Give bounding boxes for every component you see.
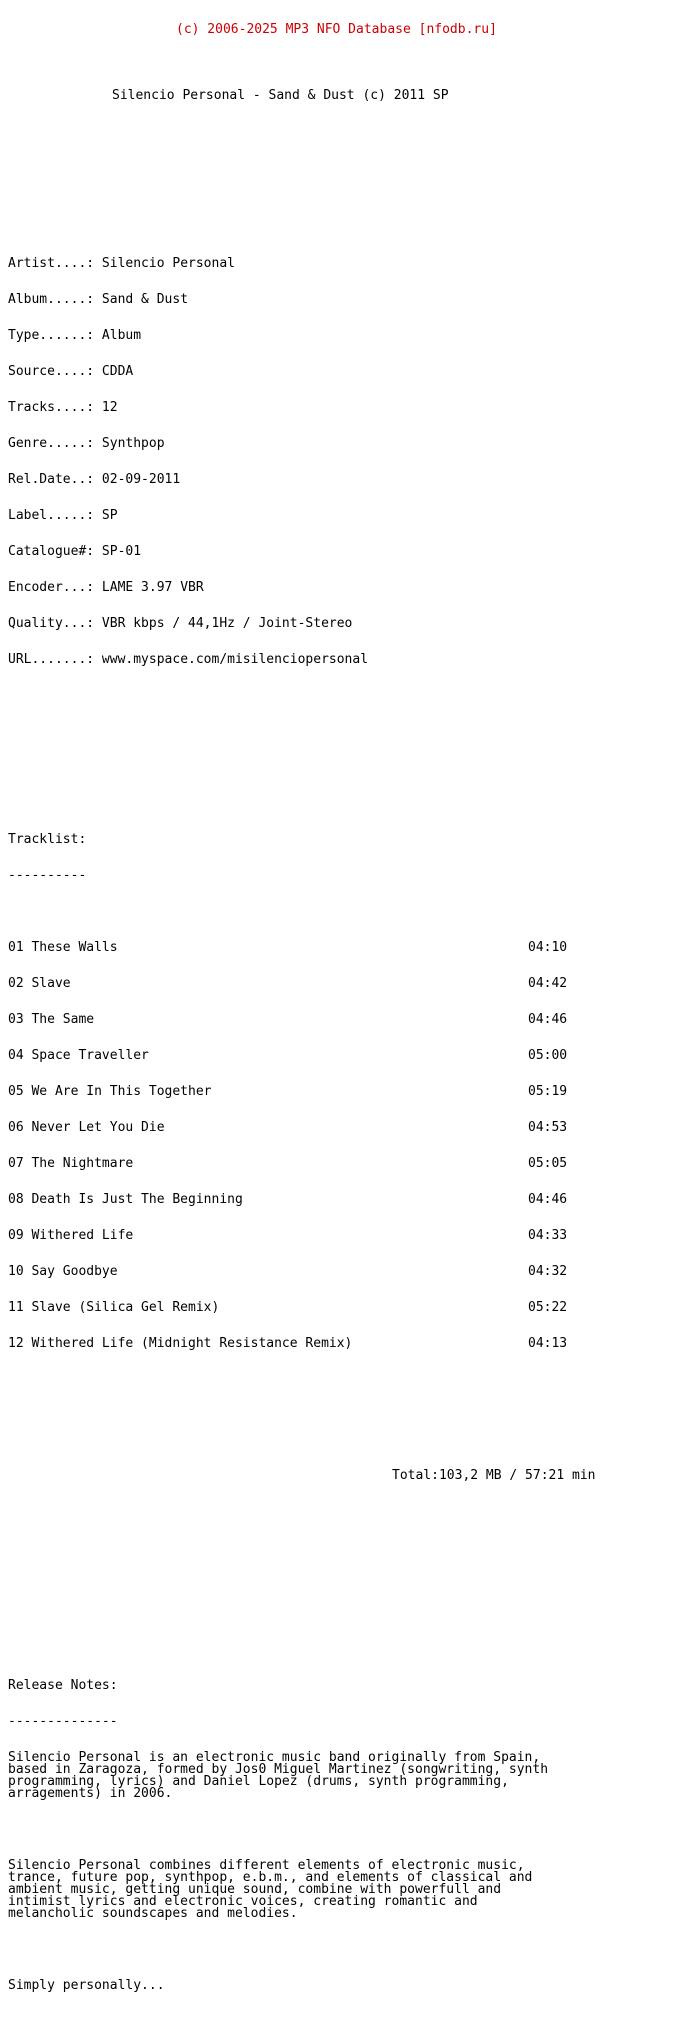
info-value: 12 xyxy=(101,400,118,415)
info-row-type: Type......: Album xyxy=(8,328,142,343)
track-row xyxy=(8,1266,672,1278)
track-time: 05:19 xyxy=(528,1084,568,1099)
track-row xyxy=(8,942,672,954)
info-value: www.myspace.com/misilenciopersonal xyxy=(101,652,369,667)
nfo-document xyxy=(8,0,672,2028)
track-row xyxy=(8,1158,672,1170)
track-time: 05:22 xyxy=(528,1300,568,1315)
track-title: 05 We Are In This Together xyxy=(8,1084,212,1099)
track-time: 04:33 xyxy=(528,1228,568,1243)
release-notes-paragraph: Simply personally... xyxy=(8,1978,165,1993)
info-value: SP-01 xyxy=(101,544,142,559)
release-notes-section xyxy=(8,1656,672,2016)
track-title: 06 Never Let You Die xyxy=(8,1120,165,1135)
track-row xyxy=(8,1230,672,1242)
info-row-artist: Artist....: Silencio Personal xyxy=(8,256,235,271)
info-value: SP xyxy=(101,508,118,523)
tracklist-heading: Tracklist: xyxy=(8,832,87,847)
track-row xyxy=(8,1338,672,1350)
track-row xyxy=(8,978,672,990)
track-time: 04:46 xyxy=(528,1012,568,1027)
release-notes-underline: -------------- xyxy=(8,1714,118,1729)
track-row xyxy=(8,1050,672,1062)
tracklist-total xyxy=(8,1470,672,1482)
track-row xyxy=(8,1122,672,1134)
track-time: 05:05 xyxy=(528,1156,568,1171)
release-notes-paragraph: Silencio Personal combines different elements of electronic music, trance, future pop, synthpop, e.b.m., and elements of classical and ambient music, getting unique sound, combine with powerfull and intimist lyrics and electronic voices, creating romantic and melancholic soundscapes and melodies. xyxy=(8,1858,533,1921)
track-title: 07 The Nightmare xyxy=(8,1156,134,1171)
copyright-line: (c) 2006-2025 MP3 NFO Database [nfodb.ru] xyxy=(176,22,497,37)
release-title: Silencio Personal - Sand & Dust (c) 2011 SP xyxy=(112,88,449,103)
track-title: 09 Withered Life xyxy=(8,1228,134,1243)
info-value: VBR kbps / 44,1Hz / Joint-Stereo xyxy=(101,616,353,631)
info-value: Synthpop xyxy=(101,436,165,451)
track-list xyxy=(8,918,672,1374)
track-title: 08 Death Is Just The Beginning xyxy=(8,1192,243,1207)
tracklist-section xyxy=(8,810,672,1506)
info-row-quality: Quality...: VBR kbps / 44,1Hz / Joint-Stereo xyxy=(8,616,353,631)
info-value: 02-09-2011 xyxy=(101,472,181,487)
track-title: 11 Slave (Silica Gel Remix) xyxy=(8,1300,220,1315)
track-row xyxy=(8,1014,672,1026)
info-row-encoder: Encoder...: LAME 3.97 VBR xyxy=(8,580,204,595)
track-title: 10 Say Goodbye xyxy=(8,1264,118,1279)
info-row-tracks: Tracks....: 12 xyxy=(8,400,118,415)
info-row-source: Source....: CDDA xyxy=(8,364,134,379)
track-title: 03 The Same xyxy=(8,1012,95,1027)
track-title: 01 These Walls xyxy=(8,940,118,955)
release-notes-paragraph: Silencio Personal is an electronic music band originally from Spain, based in Zaragoza, formed by Jos0 Miguel Martinez (songwriting, synth programming, lyrics) and Daniel Lopez (drums, synth programming, arragements) in 2006. xyxy=(8,1750,549,1801)
info-value: LAME 3.97 VBR xyxy=(101,580,204,595)
track-title: 02 Slave xyxy=(8,976,71,991)
track-row xyxy=(8,1086,672,1098)
track-title: 04 Space Traveller xyxy=(8,1048,149,1063)
track-time: 04:32 xyxy=(528,1264,568,1279)
track-row xyxy=(8,1194,672,1206)
track-time: 04:42 xyxy=(528,976,568,991)
track-row xyxy=(8,1302,672,1314)
info-value: Sand & Dust xyxy=(101,292,189,307)
info-row-album: Album.....: Sand & Dust xyxy=(8,292,189,307)
track-time: 04:53 xyxy=(528,1120,568,1135)
track-time: 05:00 xyxy=(528,1048,568,1063)
total-size-duration: Total:103,2 MB / 57:21 min xyxy=(392,1468,596,1483)
release-notes-heading: Release Notes: xyxy=(8,1678,118,1693)
track-time: 04:13 xyxy=(528,1336,568,1351)
info-row-catalogue: Catalogue#: SP-01 xyxy=(8,544,142,559)
track-time: 04:10 xyxy=(528,940,568,955)
info-block xyxy=(8,234,672,690)
track-title: 12 Withered Life (Midnight Resistance Remix) xyxy=(8,1336,353,1351)
info-value: Silencio Personal xyxy=(101,256,235,271)
track-time: 04:46 xyxy=(528,1192,568,1207)
info-row-genre: Genre.....: Synthpop xyxy=(8,436,165,451)
tracklist-underline: ---------- xyxy=(8,868,87,883)
info-row-url: URL.......: www.myspace.com/misilenciopersonal xyxy=(8,652,369,667)
info-row-rel-date: Rel.Date..: 02-09-2011 xyxy=(8,472,181,487)
info-value: CDDA xyxy=(101,364,134,379)
info-row-label: Label.....: SP xyxy=(8,508,118,523)
info-value: Album xyxy=(101,328,142,343)
